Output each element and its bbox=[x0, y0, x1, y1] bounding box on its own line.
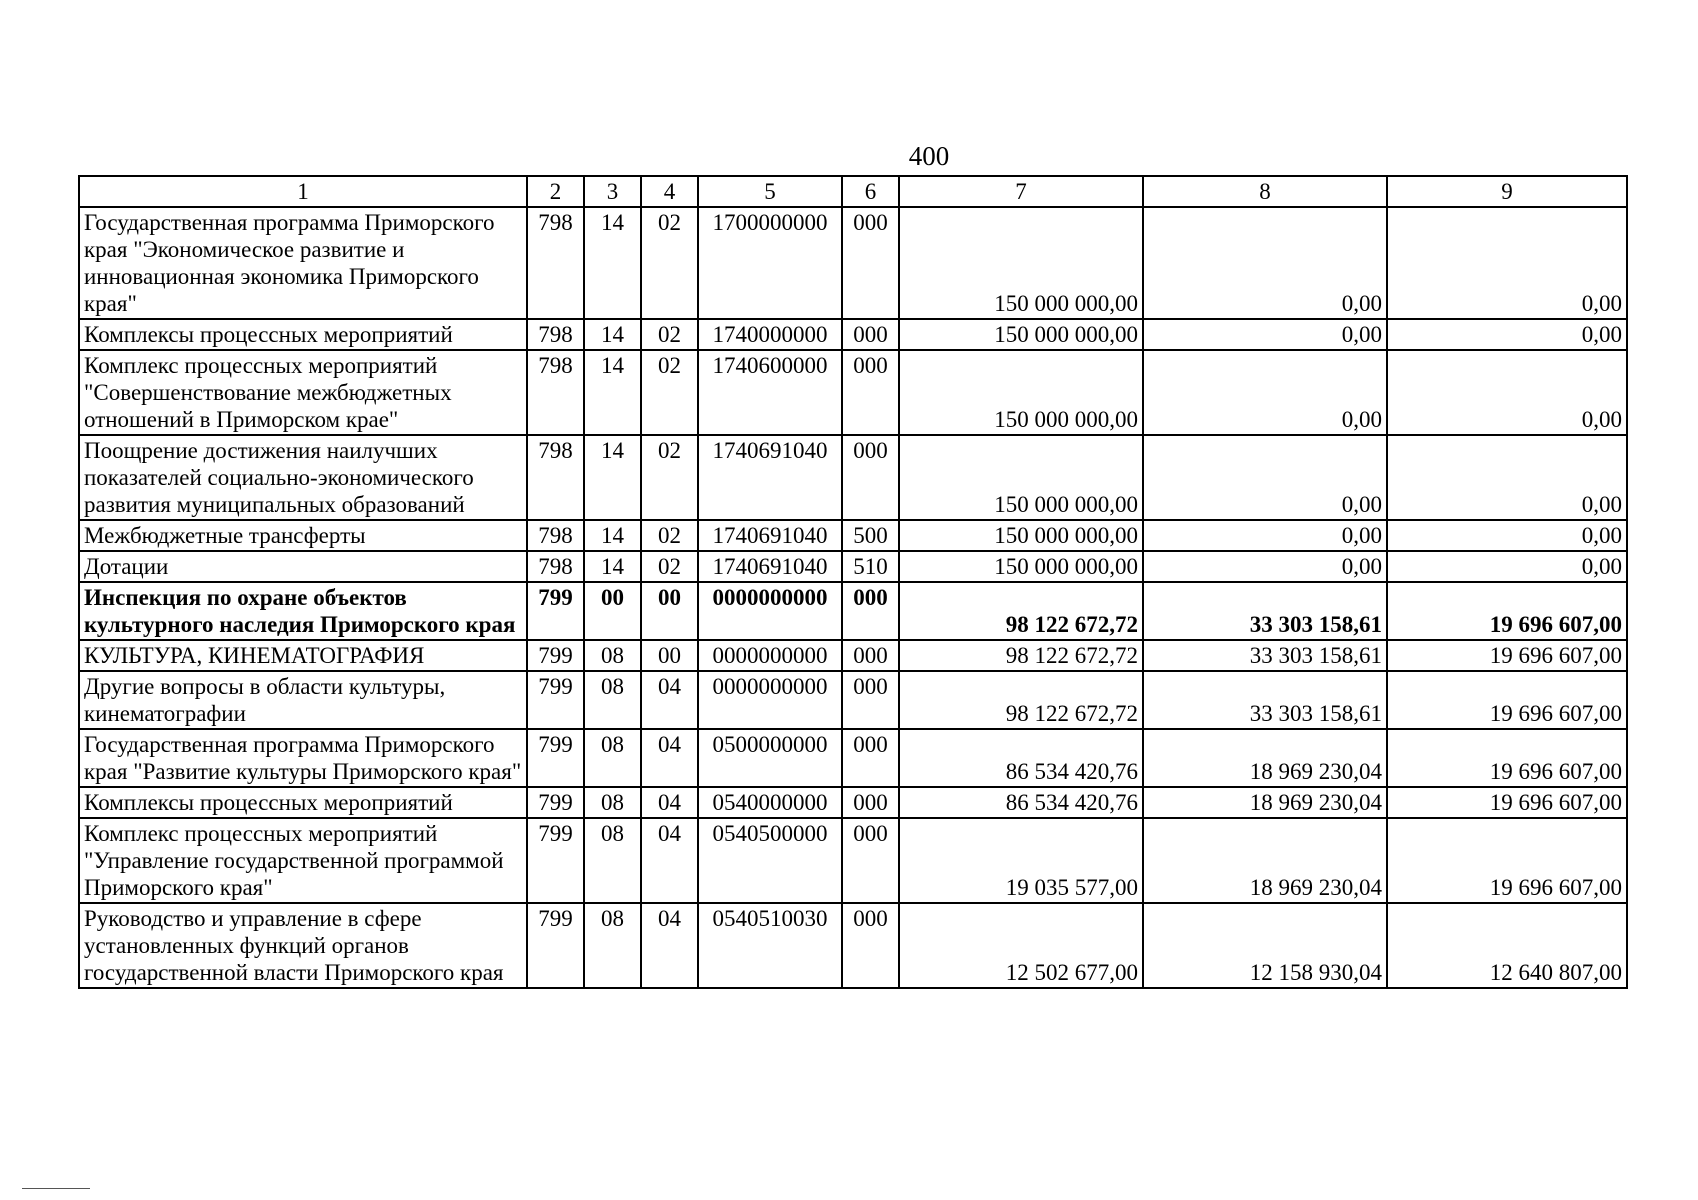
code-cell: 08 bbox=[584, 671, 641, 729]
amount-cell: 19 035 577,00 bbox=[899, 818, 1143, 903]
code-cell: 02 bbox=[641, 435, 698, 520]
code-cell: 08 bbox=[584, 729, 641, 787]
amount-cell: 0,00 bbox=[1143, 207, 1387, 319]
code-cell: 04 bbox=[641, 729, 698, 787]
code-cell: 04 bbox=[641, 818, 698, 903]
row-name-cell: Государственная программа Приморского края "Экономическое развитие и инновационная экономика Приморского края" bbox=[79, 207, 527, 319]
column-header: 4 bbox=[641, 176, 698, 207]
page-number: 400 bbox=[908, 141, 950, 171]
code-cell: 0540500000 bbox=[698, 818, 842, 903]
amount-cell: 0,00 bbox=[1387, 319, 1627, 350]
code-cell: 14 bbox=[584, 350, 641, 435]
code-cell: 14 bbox=[584, 207, 641, 319]
code-cell: 1740691040 bbox=[698, 520, 842, 551]
code-cell: 08 bbox=[584, 818, 641, 903]
code-cell: 0500000000 bbox=[698, 729, 842, 787]
column-header: 6 bbox=[842, 176, 899, 207]
amount-cell: 18 969 230,04 bbox=[1143, 787, 1387, 818]
code-cell: 000 bbox=[842, 207, 899, 319]
code-cell: 798 bbox=[527, 551, 584, 582]
table-header-row bbox=[79, 176, 1627, 207]
amount-cell: 0,00 bbox=[1387, 551, 1627, 582]
amount-cell: 150 000 000,00 bbox=[899, 435, 1143, 520]
code-cell: 799 bbox=[527, 818, 584, 903]
code-cell: 0000000000 bbox=[698, 640, 842, 671]
code-cell: 798 bbox=[527, 207, 584, 319]
code-cell: 799 bbox=[527, 787, 584, 818]
code-cell: 04 bbox=[641, 787, 698, 818]
code-cell: 798 bbox=[527, 319, 584, 350]
code-cell: 798 bbox=[527, 350, 584, 435]
code-cell: 02 bbox=[641, 551, 698, 582]
amount-cell: 12 502 677,00 bbox=[899, 903, 1143, 988]
column-header: 5 bbox=[698, 176, 842, 207]
code-cell: 798 bbox=[527, 435, 584, 520]
code-cell: 000 bbox=[842, 671, 899, 729]
code-cell: 02 bbox=[641, 207, 698, 319]
row-name-cell: Руководство и управление в сфере установленных функций органов государственной власти Приморского края bbox=[79, 903, 527, 988]
budget-table bbox=[78, 175, 1628, 989]
column-header: 3 bbox=[584, 176, 641, 207]
code-cell: 14 bbox=[584, 551, 641, 582]
amount-cell: 19 696 607,00 bbox=[1387, 818, 1627, 903]
code-cell: 510 bbox=[842, 551, 899, 582]
table-row bbox=[79, 435, 1627, 520]
amount-cell: 12 158 930,04 bbox=[1143, 903, 1387, 988]
code-cell: 000 bbox=[842, 640, 899, 671]
amount-cell: 18 969 230,04 bbox=[1143, 729, 1387, 787]
code-cell: 000 bbox=[842, 729, 899, 787]
code-cell: 08 bbox=[584, 787, 641, 818]
table-row bbox=[79, 319, 1627, 350]
code-cell: 04 bbox=[641, 671, 698, 729]
row-name-cell: КУЛЬТУРА, КИНЕМАТОГРАФИЯ bbox=[79, 640, 527, 671]
code-cell: 000 bbox=[842, 350, 899, 435]
row-name-cell: Инспекция по охране объектов культурного наследия Приморского края bbox=[79, 582, 527, 640]
row-name-cell: Дотации bbox=[79, 551, 527, 582]
amount-cell: 150 000 000,00 bbox=[899, 520, 1143, 551]
code-cell: 14 bbox=[584, 520, 641, 551]
amount-cell: 0,00 bbox=[1387, 207, 1627, 319]
code-cell: 02 bbox=[641, 350, 698, 435]
table-row bbox=[79, 818, 1627, 903]
code-cell: 799 bbox=[527, 640, 584, 671]
footer-divider bbox=[22, 1188, 90, 1189]
amount-cell: 150 000 000,00 bbox=[899, 319, 1143, 350]
amount-cell: 98 122 672,72 bbox=[899, 640, 1143, 671]
code-cell: 0000000000 bbox=[698, 582, 842, 640]
code-cell: 799 bbox=[527, 903, 584, 988]
table-row bbox=[79, 520, 1627, 551]
amount-cell: 19 696 607,00 bbox=[1387, 671, 1627, 729]
row-name-cell: Другие вопросы в области культуры, кинематографии bbox=[79, 671, 527, 729]
code-cell: 0540000000 bbox=[698, 787, 842, 818]
code-cell: 000 bbox=[842, 319, 899, 350]
code-cell: 08 bbox=[584, 903, 641, 988]
amount-cell: 19 696 607,00 bbox=[1387, 729, 1627, 787]
amount-cell: 0,00 bbox=[1143, 520, 1387, 551]
amount-cell: 19 696 607,00 bbox=[1387, 787, 1627, 818]
amount-cell: 0,00 bbox=[1143, 319, 1387, 350]
code-cell: 0540510030 bbox=[698, 903, 842, 988]
column-header: 7 bbox=[899, 176, 1143, 207]
code-cell: 799 bbox=[527, 729, 584, 787]
column-header: 2 bbox=[527, 176, 584, 207]
amount-cell: 86 534 420,76 bbox=[899, 729, 1143, 787]
amount-cell: 0,00 bbox=[1387, 435, 1627, 520]
row-name-cell: Поощрение достижения наилучших показателей социально-экономического развития муниципальных образований bbox=[79, 435, 527, 520]
amount-cell: 12 640 807,00 bbox=[1387, 903, 1627, 988]
amount-cell: 0,00 bbox=[1143, 435, 1387, 520]
amount-cell: 0,00 bbox=[1143, 551, 1387, 582]
row-name-cell: Комплексы процессных мероприятий bbox=[79, 319, 527, 350]
code-cell: 500 bbox=[842, 520, 899, 551]
amount-cell: 33 303 158,61 bbox=[1143, 640, 1387, 671]
table-row bbox=[79, 729, 1627, 787]
amount-cell: 98 122 672,72 bbox=[899, 582, 1143, 640]
row-name-cell: Комплекс процессных мероприятий "Управление государственной программой Приморского края" bbox=[79, 818, 527, 903]
table-row bbox=[79, 207, 1627, 319]
amount-cell: 19 696 607,00 bbox=[1387, 640, 1627, 671]
code-cell: 02 bbox=[641, 319, 698, 350]
row-name-cell: Межбюджетные трансферты bbox=[79, 520, 527, 551]
table-row bbox=[79, 551, 1627, 582]
table-row bbox=[79, 640, 1627, 671]
code-cell: 1740000000 bbox=[698, 319, 842, 350]
amount-cell: 0,00 bbox=[1387, 350, 1627, 435]
amount-cell: 18 969 230,04 bbox=[1143, 818, 1387, 903]
code-cell: 0000000000 bbox=[698, 671, 842, 729]
column-header: 8 bbox=[1143, 176, 1387, 207]
amount-cell: 0,00 bbox=[1387, 520, 1627, 551]
row-name-cell: Государственная программа Приморского края "Развитие культуры Приморского края" bbox=[79, 729, 527, 787]
amount-cell: 33 303 158,61 bbox=[1143, 582, 1387, 640]
code-cell: 04 bbox=[641, 903, 698, 988]
code-cell: 000 bbox=[842, 787, 899, 818]
column-header: 1 bbox=[79, 176, 527, 207]
amount-cell: 86 534 420,76 bbox=[899, 787, 1143, 818]
code-cell: 799 bbox=[527, 582, 584, 640]
amount-cell: 0,00 bbox=[1143, 350, 1387, 435]
code-cell: 000 bbox=[842, 582, 899, 640]
row-name-cell: Комплекс процессных мероприятий "Совершенствование межбюджетных отношений в Приморском крае" bbox=[79, 350, 527, 435]
row-name-cell: Комплексы процессных мероприятий bbox=[79, 787, 527, 818]
code-cell: 02 bbox=[641, 520, 698, 551]
amount-cell: 150 000 000,00 bbox=[899, 207, 1143, 319]
code-cell: 00 bbox=[584, 582, 641, 640]
code-cell: 1740600000 bbox=[698, 350, 842, 435]
table-row bbox=[79, 903, 1627, 988]
code-cell: 14 bbox=[584, 319, 641, 350]
amount-cell: 19 696 607,00 bbox=[1387, 582, 1627, 640]
code-cell: 000 bbox=[842, 903, 899, 988]
code-cell: 14 bbox=[584, 435, 641, 520]
table-row bbox=[79, 671, 1627, 729]
budget-table-body bbox=[79, 176, 1627, 988]
code-cell: 1740691040 bbox=[698, 435, 842, 520]
amount-cell: 150 000 000,00 bbox=[899, 551, 1143, 582]
code-cell: 798 bbox=[527, 520, 584, 551]
code-cell: 00 bbox=[641, 640, 698, 671]
code-cell: 799 bbox=[527, 671, 584, 729]
code-cell: 1700000000 bbox=[698, 207, 842, 319]
column-header: 9 bbox=[1387, 176, 1627, 207]
amount-cell: 33 303 158,61 bbox=[1143, 671, 1387, 729]
code-cell: 08 bbox=[584, 640, 641, 671]
table-row bbox=[79, 787, 1627, 818]
code-cell: 00 bbox=[641, 582, 698, 640]
amount-cell: 98 122 672,72 bbox=[899, 671, 1143, 729]
code-cell: 000 bbox=[842, 818, 899, 903]
table-row bbox=[79, 582, 1627, 640]
code-cell: 000 bbox=[842, 435, 899, 520]
table-row bbox=[79, 350, 1627, 435]
code-cell: 1740691040 bbox=[698, 551, 842, 582]
amount-cell: 150 000 000,00 bbox=[899, 350, 1143, 435]
